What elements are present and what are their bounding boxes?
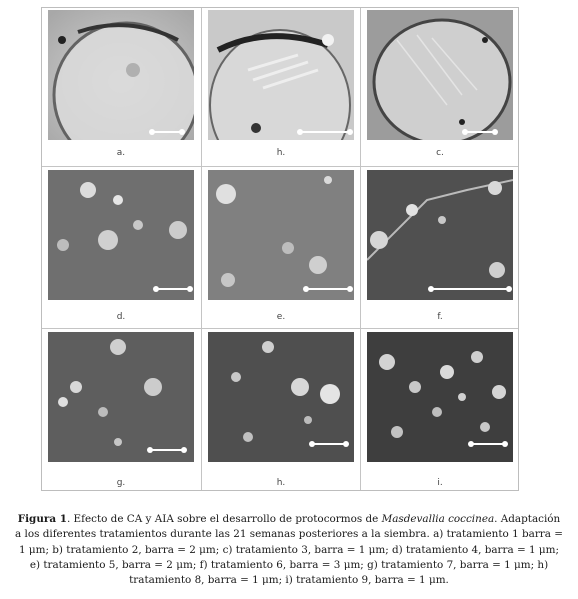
panel-label: c. xyxy=(436,148,444,158)
panel-label: g. xyxy=(116,478,126,488)
micrograph-g xyxy=(48,332,194,462)
micrograph-c xyxy=(367,10,513,140)
panel-h xyxy=(208,332,354,488)
micrograph-f xyxy=(367,170,513,300)
scale-bar xyxy=(465,131,495,133)
panel-label: i. xyxy=(437,478,443,488)
micrograph-d xyxy=(48,170,194,300)
scale-bar xyxy=(300,131,350,133)
micrograph-b xyxy=(208,10,354,140)
panel-e xyxy=(208,170,354,322)
panel-label: d. xyxy=(116,312,126,322)
caption-label: Figura 1 xyxy=(17,513,67,525)
grid-divider xyxy=(360,8,361,490)
panel-f xyxy=(367,170,513,322)
scale-bar xyxy=(152,131,182,133)
figure-grid xyxy=(41,7,519,491)
caption-text: . Adaptación a los diferentes tratamientos durante las 21 semanas posteriores a la siembra. a) tratamiento 1 barra = 1 μm; b) tratamiento 2, barra = 2 μm; c) tratamiento 3, barra = 1 μm; d) tratamiento 4, barra = 1 μm; e) tratamiento 5, barra = 2 μm; f) tratamiento 6, barra = 3 μm; g) tratamiento 7, barra = 1 μm; h) tratamiento 8, barra = 1 μm; i) tratamiento 9, barra = 1 μm. xyxy=(15,513,563,587)
panel-i xyxy=(367,332,513,488)
grid-divider xyxy=(42,166,518,167)
scale-bar xyxy=(431,288,509,290)
panel-label: f. xyxy=(437,312,443,322)
scale-bar xyxy=(150,449,184,451)
panel-label: e. xyxy=(276,312,286,322)
panel-label: h. xyxy=(276,148,286,158)
panel-c xyxy=(367,10,513,158)
panel-a xyxy=(48,10,194,158)
scale-bar xyxy=(156,288,190,290)
micrograph-a xyxy=(48,10,194,140)
panel-label: a. xyxy=(116,148,126,158)
panel-b xyxy=(208,10,354,158)
scale-bar xyxy=(306,288,350,290)
caption-text: . Efecto de CA y AIA sobre el desarrollo de protocormos de xyxy=(66,513,382,525)
panel-d xyxy=(48,170,194,322)
panel-label: h. xyxy=(276,478,286,488)
scale-bar xyxy=(312,443,346,445)
scale-bar xyxy=(471,443,505,445)
figure-caption xyxy=(14,512,564,588)
micrograph-e xyxy=(208,170,354,300)
caption-species: Masdevallia coccinea xyxy=(381,513,495,525)
panel-g xyxy=(48,332,194,488)
grid-divider xyxy=(201,8,202,490)
grid-divider xyxy=(42,328,518,329)
